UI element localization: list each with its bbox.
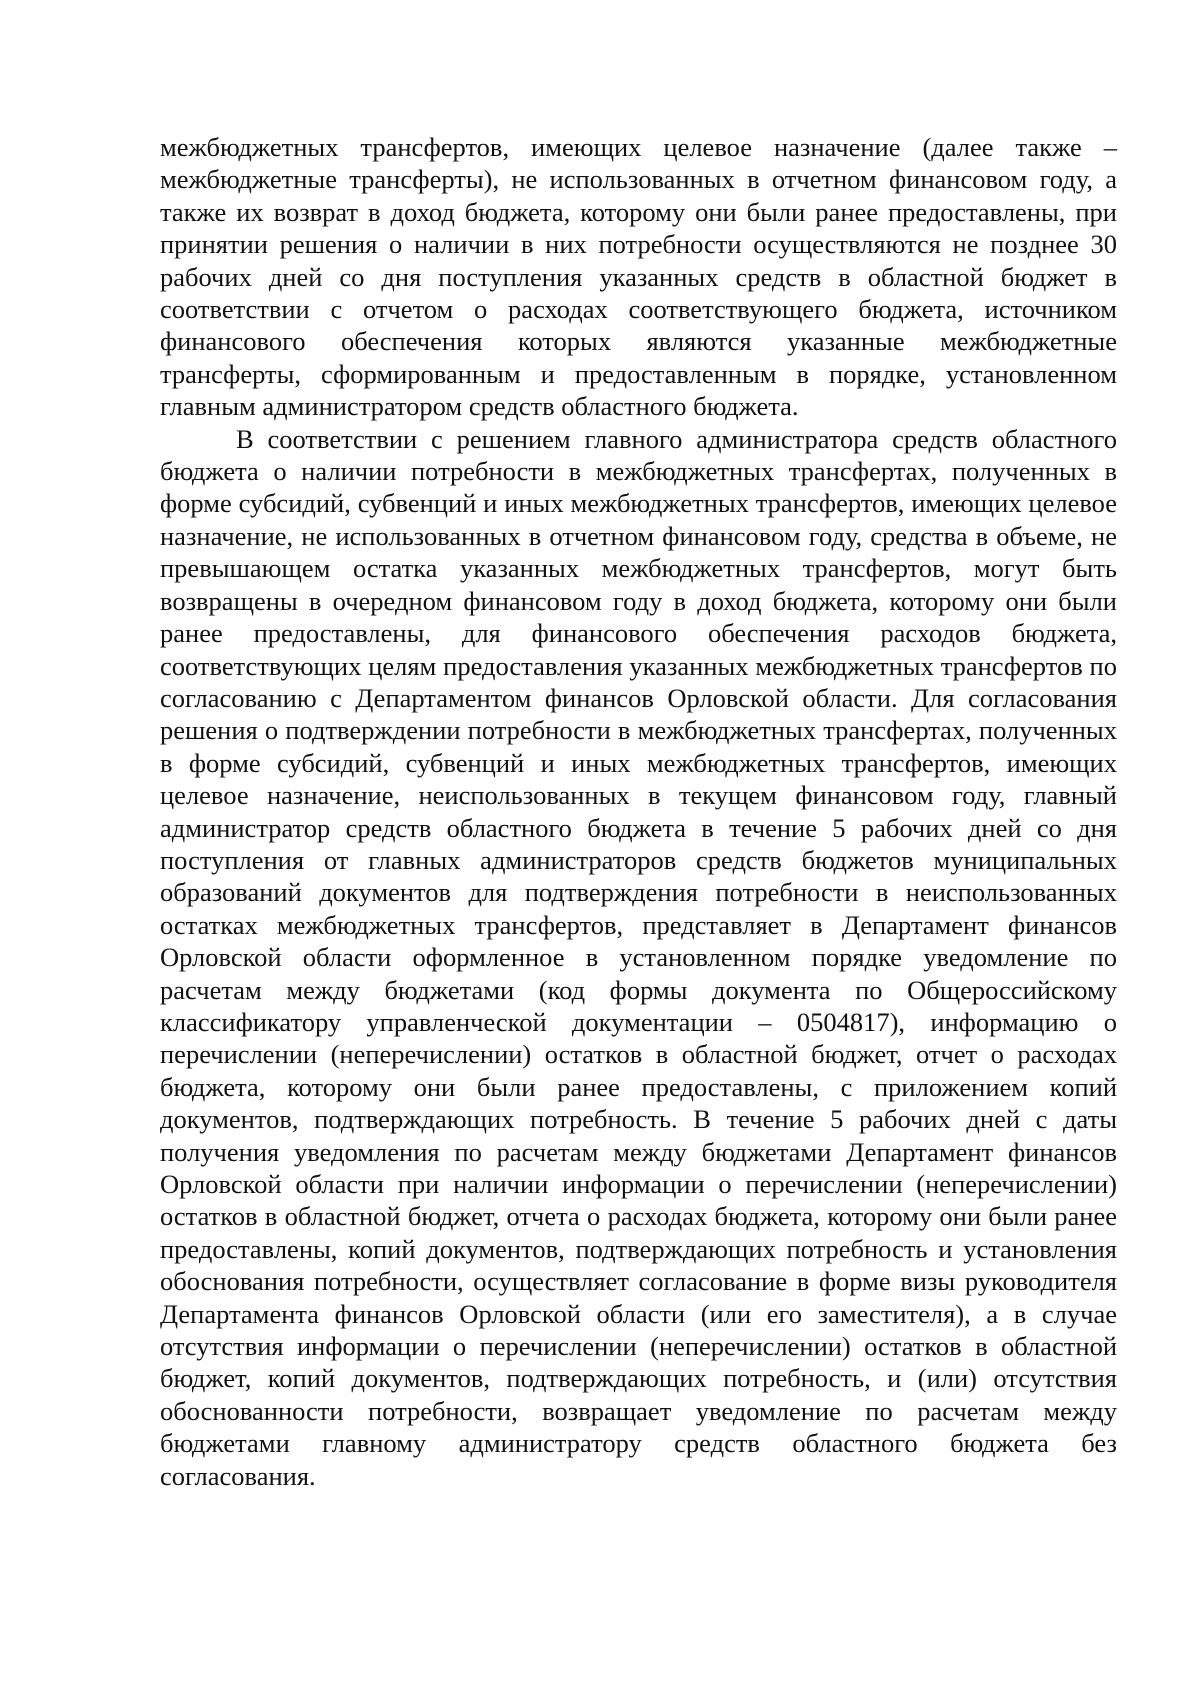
paragraph-main: В соответствии с решением главного администратора средств областного бюджета о наличии потребности в межбюджетных трансфертах, полученных в форме субсидий, субвенций и иных межбюджетных трансфертов, имеющих целевое назначение, не использованных в отчетном финансовом году, средства в объеме, не превышающем остатка указанных межбюджетных трансфертов, могут быть возвращены в очередном финансовом году в доход бюджета, которому они были ранее предоставлены, для финансового обеспечения расходов бюджета, соответствующих целям предоставления указанных межбюджетных трансфертов по согласованию с Департаментом финансов Орловской области. Для согласования решения о подтверждении потребности в межбюджетных трансфертах, полученных в форме субсидий, субвенций и иных межбюджетных трансфертов, имеющих целевое назначение, неиспользованных в текущем финансовом году, главный администратор средств областного бюджета в течение 5 рабочих дней со дня поступления от главных администраторов средств бюджетов муниципальных образований документов для подтверждения потребности в неиспользованных остатках межбюджетных трансфертов, представляет в Департамент финансов Орловской области оформленное в установленном порядке уведомление по расчетам между бюджетами (код формы документа по Общероссийскому классификатору управленческой документации – 0504817), информацию о перечислении (неперечислении) остатков в областной бюджет, отчет о расходах бюджета, которому они были ранее предоставлены, с приложением копий документов, подтверждающих потребность. В течение 5 рабочих дней с даты получения уведомления по расчетам между бюджетами Департамент финансов Орловской области при наличии информации о перечислении (неперечислении) остатков в областной бюджет, отчета о расходах бюджета, которому они были ранее предоставлены, копий документов, подтверждающих потребность и установления обоснования потребности, осуществляет согласование в форме визы руководителя Департамента финансов Орловской области (или его заместителя), а в случае отсутствия информации о перечислении (неперечислении) остатков в областной бюджет, копий документов, подтверждающих потребность, и (или) отсутствия обоснованности потребности, возвращает уведомление по расчетам между бюджетами главному администратору средств областного бюджета без согласования. [160,423,1117,1491]
paragraph-continuation: межбюджетных трансфертов, имеющих целевое назначение (далее также – межбюджетные трансферты), не использованных в отчетном финансовом году, а также их возврат в доход бюджета, которому они были ранее предоставлены, при принятии решения о наличии в них потребности осуществляются не позднее 30 рабочих дней со дня поступления указанных средств в областной бюджет в соответствии с отчетом о расходах соответствующего бюджета, источником финансового обеспечения которых являются указанные межбюджетные трансферты, сформированным и предоставленным в порядке, установленном главным администратором средств областного бюджета. [160,132,1117,422]
document-body [160,131,1117,1492]
